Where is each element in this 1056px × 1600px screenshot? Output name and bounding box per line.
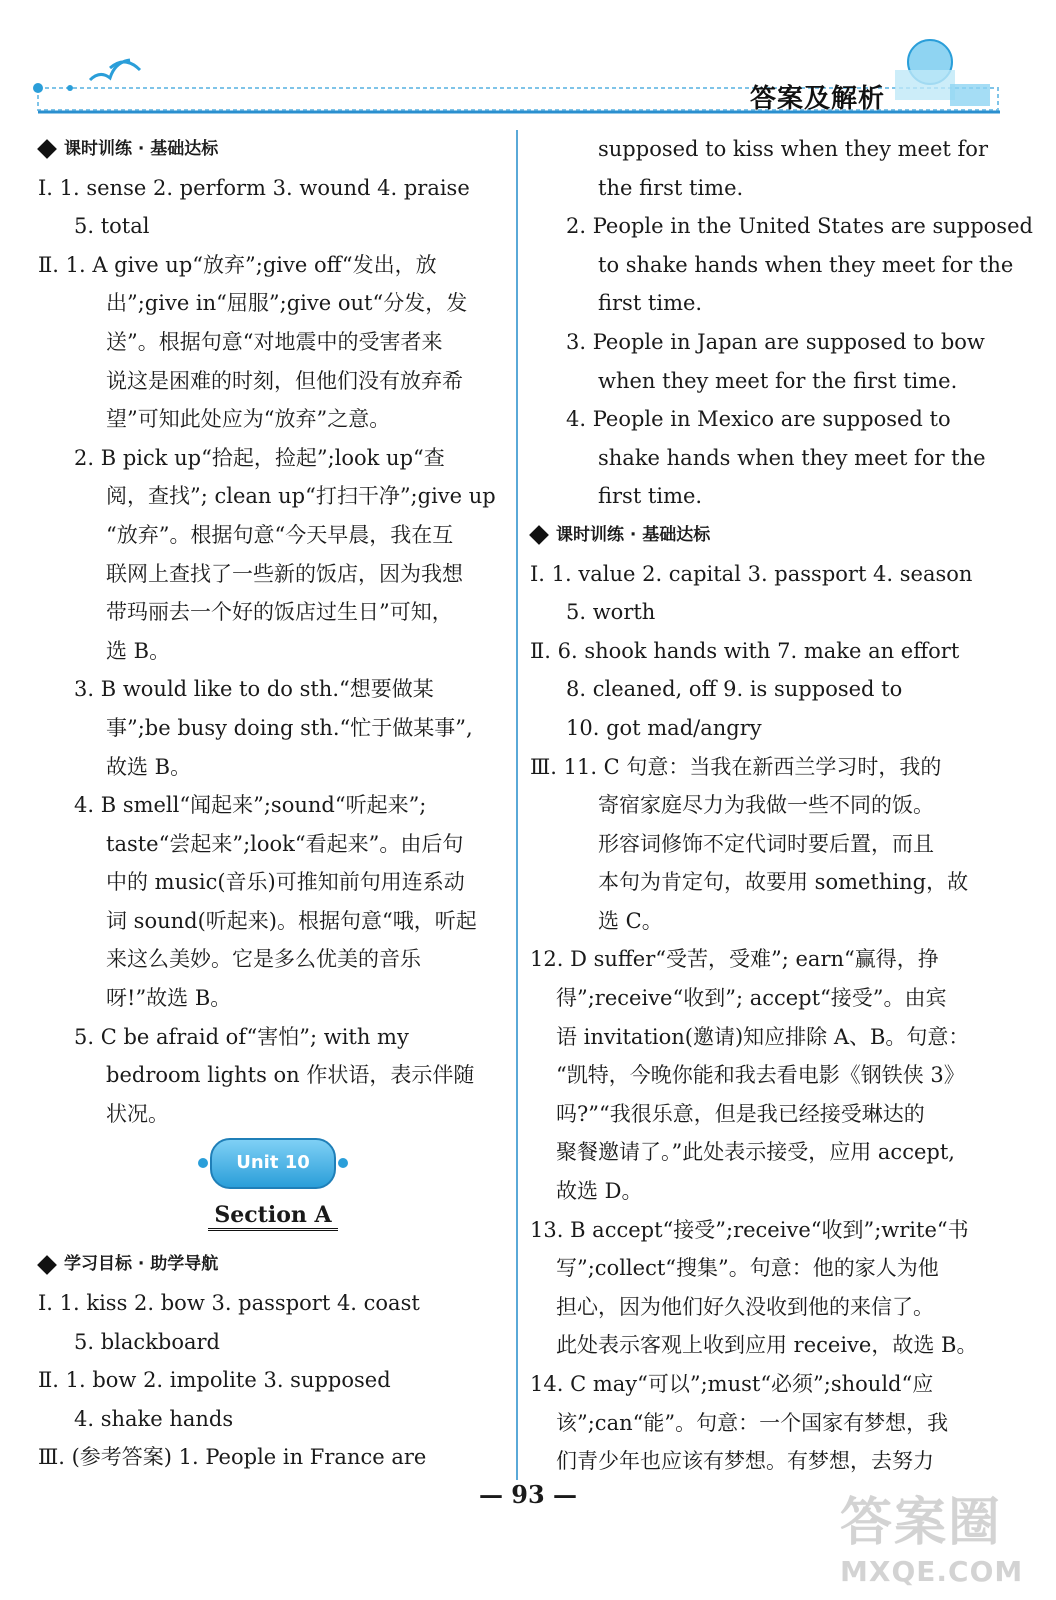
answer-line: first time.: [598, 484, 703, 509]
answer-line: 选 C。: [598, 908, 663, 933]
answer-line: 5. total: [74, 214, 150, 239]
answer-line: Ⅰ. 1. sense 2. perform 3. wound 4. praise: [38, 175, 470, 200]
answer-line: “凯特，今晚你能和我去看电影《钢铁侠 3》: [556, 1063, 965, 1088]
answer-line: bedroom lights on 作状语，表示伴随: [106, 1063, 475, 1088]
watermark: [840, 1480, 1040, 1590]
answer-line: shake hands when they meet for the: [598, 445, 986, 470]
answer-line: 聚餐邀请了。”此处表示接受，应用 accept,: [556, 1140, 955, 1165]
answer-line: 故选 D。: [556, 1179, 643, 1204]
answer-line: 12. D suffer“受苦，受难”; earn“赢得，挣: [530, 947, 939, 972]
answer-line: 写”;collect“搜集”。句意：他的家人为他: [556, 1256, 939, 1281]
answer-line: 吗?”“我很乐意，但是我已经接受琳达的: [556, 1101, 925, 1126]
page-number: — 93 —: [478, 1480, 578, 1509]
answer-line: 中的 music(音乐)可推知前句用连系动: [106, 870, 465, 895]
answer-line: 本句为肯定句，故要用 something，故: [598, 870, 969, 895]
answer-line: 事”;be busy doing sth.“忙于做某事”,: [106, 715, 473, 740]
answer-line: 5. blackboard: [74, 1329, 220, 1354]
diamond-icon: [37, 139, 57, 159]
answer-line: Ⅲ. (参考答案) 1. People in France are: [38, 1445, 427, 1470]
answer-line: 望”可知此处应为“放弃”之意。: [106, 407, 391, 432]
header-decoration: [0, 0, 1056, 128]
left-column: [38, 130, 508, 1477]
unit-badge: Unit 10: [210, 1138, 336, 1189]
answer-line: 词 sound(听起来)。根据句意“哦，听起: [106, 908, 477, 933]
answer-line: Ⅰ. 1. value 2. capital 3. passport 4. season: [530, 561, 973, 586]
answer-line: 8. cleaned, off 9. is supposed to: [566, 677, 903, 702]
section-heading: 课时训练 · 基础达标: [38, 130, 508, 169]
answer-line: 3. People in Japan are supposed to bow: [566, 329, 985, 354]
page-header: [0, 0, 1056, 128]
right-column: [530, 130, 1033, 1481]
section-title: Section A: [38, 1193, 508, 1245]
answer-line: 5. C be afraid of“害怕”; with my: [74, 1024, 409, 1049]
answer-line: 阅，查找”; clean up“打扫干净”;give up: [106, 484, 496, 509]
answer-line: to shake hands when they meet for the: [598, 252, 1014, 277]
answer-line: 4. B smell“闻起来”;sound“听起来”;: [74, 793, 427, 818]
answer-line: 寄宿家庭尽力为我做一些不同的饭。: [598, 793, 934, 818]
answer-line: 来这么美妙。它是多么优美的音乐: [106, 947, 421, 972]
answer-line: 此处表示客观上收到应用 receive，故选 B。: [556, 1333, 978, 1358]
answer-line: 2. B pick up“拾起，捡起”;look up“查: [74, 445, 445, 470]
answer-line: 联网上查找了一些新的饭店，因为我想: [106, 561, 463, 586]
answer-line: the first time.: [598, 175, 744, 200]
answer-line: Ⅱ. 1. bow 2. impolite 3. supposed: [38, 1368, 391, 1393]
answer-line: 14. C may“可以”;must“必须”;should“应: [530, 1372, 934, 1396]
answer-line: 10. got mad/angry: [566, 715, 762, 740]
answer-line: Ⅲ. 11. C 句意：当我在新西兰学习时，我的: [530, 754, 942, 779]
section-heading: 课时训练 · 基础达标: [530, 516, 1000, 555]
answer-line: 13. B accept“接受”;receive“收到”;write“书: [530, 1217, 969, 1242]
answer-line: taste“尝起来”;look“看起来”。由后句: [106, 831, 464, 856]
column-divider: [516, 130, 518, 1480]
answer-line: supposed to kiss when they meet for: [598, 137, 988, 161]
answer-line: 语 invitation(邀请)知应排除 A、B。句意：: [556, 1024, 970, 1049]
answer-line: when they meet for the first time.: [598, 368, 958, 393]
answer-line: Ⅱ. 1. A give up“放弃”;give off“发出，放: [38, 252, 437, 277]
diamond-icon: [37, 1255, 57, 1275]
watermark-en: MXQE.COM: [840, 1555, 1024, 1588]
answer-line: 该”;can“能”。句意：一个国家有梦想，我: [556, 1410, 949, 1435]
answer-line: 5. worth: [566, 600, 656, 625]
answer-line: 带玛丽去一个好的饭店过生日”可知，: [106, 600, 453, 625]
answer-line: 3. B would like to do sth.“想要做某: [74, 677, 434, 702]
answer-line: 4. shake hands: [74, 1406, 234, 1431]
unit-banner: [38, 1133, 508, 1193]
answer-line: 选 B。: [106, 638, 171, 663]
answer-line: Ⅰ. 1. kiss 2. bow 3. passport 4. coast: [38, 1291, 420, 1316]
diamond-icon: [529, 525, 549, 545]
answer-line: “放弃”。根据句意“今天早晨，我在互: [106, 522, 454, 547]
answer-line: 出”;give in“屈服”;give out“分发，发: [106, 291, 468, 316]
answer-line: 状况。: [106, 1101, 169, 1126]
answer-line: 得”;receive“收到”; accept“接受”。由宾: [556, 986, 947, 1011]
answer-line: 2. People in the United States are supposed: [566, 214, 1033, 239]
answer-line: 故选 B。: [106, 754, 192, 779]
answer-line: 担心，因为他们好久没收到他的来信了。: [556, 1294, 934, 1319]
answer-line: first time.: [598, 291, 703, 316]
answer-line: 呀!”故选 B。: [106, 986, 232, 1011]
watermark-cn: 答案圈: [840, 1493, 1003, 1553]
answer-line: 形容词修饰不定代词时要后置，而且: [598, 831, 934, 856]
header-title: 答案及解析: [750, 84, 886, 114]
answer-line: 送”。根据句意“对地震中的受害者来: [106, 329, 443, 354]
answer-line: 们青少年也应该有梦想。有梦想，去努力: [556, 1449, 934, 1474]
answer-line: 说这是困难的时刻，但他们没有放弃希: [106, 368, 463, 393]
section-heading: 学习目标 · 助学导航: [38, 1245, 508, 1284]
answer-line: 4. People in Mexico are supposed to: [566, 407, 951, 432]
answer-line: Ⅱ. 6. shook hands with 7. make an effort: [530, 638, 960, 663]
